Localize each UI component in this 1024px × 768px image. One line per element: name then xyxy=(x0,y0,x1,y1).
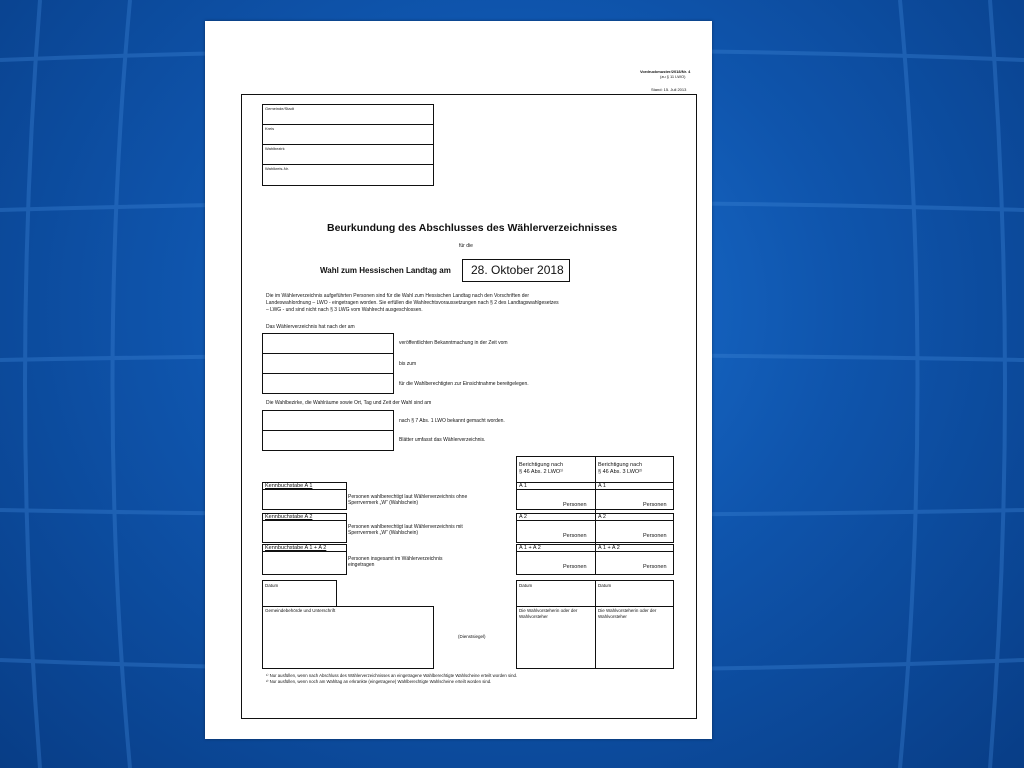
kenn-a1-code-2: A 1 xyxy=(598,483,606,489)
wahlbezirke-label-bekannt: nach § 7 Abs. 1 LWO bekannt gemacht worden. xyxy=(399,418,505,424)
form-title: Beurkundung des Abschlusses des Wählerverzeichnisses xyxy=(327,222,618,234)
gemeinde-signature-box xyxy=(262,606,434,669)
auslage-label-bis: bis zum xyxy=(399,361,417,367)
divider xyxy=(516,489,674,490)
berichtigung-2-line2: § 46 Abs. 3 LWO²⁾ xyxy=(598,469,643,475)
divider xyxy=(516,520,674,521)
fuer-die: für die xyxy=(459,243,473,249)
footnote-2: ²⁾ Nur ausfüllen, wenn noch am Wahltag an erkrankte (eingetragene) Wahlberechtigte Wahlscheine erteilt worden sind. xyxy=(266,679,492,684)
form-ref-line1: Vordruckmuster/2018/Nr. 4 xyxy=(640,69,691,74)
kenn-sum-desc1: Personen insgesamt im Wählerverzeichnis xyxy=(348,556,443,562)
wahl-date: 28. Oktober 2018 xyxy=(471,263,564,277)
field-label-gemeinde: Gemeinde/Stadt xyxy=(265,106,294,111)
divider xyxy=(262,520,347,521)
wahl-label: Wahl zum Hessischen Landtag am xyxy=(320,266,451,275)
kenn-a2-label: Kennbuchstabe A 2 xyxy=(265,514,313,520)
kenn-a1-desc2: Sperrvermerk „W“ (Wahlschein) xyxy=(348,500,419,506)
wahlbezirke-label-blaetter: Blätter umfasst das Wählerverzeichnis. xyxy=(399,437,486,443)
divider xyxy=(262,144,434,145)
auslage-intro: Das Wählerverzeichnis hat nach der am xyxy=(266,324,355,330)
kenn-a2-personen-2: Personen xyxy=(643,533,667,539)
divider xyxy=(262,124,434,125)
kenn-sum-label: Kennbuchstabe A 1 + A 2 xyxy=(265,545,327,551)
wahlvorsteher-2-line1: Die Wahlvorsteherin oder der xyxy=(598,608,657,613)
kenn-a2-personen-1: Personen xyxy=(563,533,587,539)
header-fields-box xyxy=(262,104,434,186)
kenn-a2-desc2: Sperrvermerk „W“ (Wahlschein) xyxy=(348,530,419,536)
wahl-date-box xyxy=(462,259,570,282)
wahlvorsteher-2-line2: Wahlvorsteher xyxy=(598,614,627,619)
auslage-label-einsicht: für die Wahlberechtigten zur Einsichtnahme bereitgelegen. xyxy=(399,381,529,387)
kenn-a1-desc1: Personen wahlberechtigt laut Wählerverzeichnis ohne xyxy=(348,494,468,500)
kenn-sum-personen-1: Personen xyxy=(563,564,587,570)
kenn-a2-desc1: Personen wahlberechtigt laut Wählerverzeichnis mit xyxy=(348,524,463,530)
field-label-wahlkreis: Wahlkreis-Nr. xyxy=(265,166,289,171)
dienstsiegel: (Dienstsiegel) xyxy=(458,634,486,639)
field-label-wahlbezirk: Wahlbezirk xyxy=(265,146,285,151)
wahlbezirke-intro: Die Wahlbezirke, die Wahlräume sowie Ort, Tag und Zeit der Wahl sind am xyxy=(266,400,432,406)
intro-line1: Die im Wählerverzeichnis aufgeführten Personen sind für die Wahl zum Hessischen Landtag nach den Vorschriften der xyxy=(266,293,530,299)
kenn-sum-code-1: A 1 + A 2 xyxy=(519,545,541,551)
kenn-a2-code-1: A 2 xyxy=(519,514,527,520)
auslage-box xyxy=(262,333,394,394)
divider xyxy=(262,373,394,374)
form-page xyxy=(205,21,712,739)
kenn-sum-desc2: eingetragen xyxy=(348,562,375,568)
wahlvorsteher-1-line1: Die Wahlvorsteherin oder der xyxy=(519,608,578,613)
field-label-kreis: Kreis xyxy=(265,126,275,131)
datum-label-right-2: Datum xyxy=(598,583,612,588)
berichtigung-2-line1: Berichtigung nach xyxy=(598,462,643,468)
kenn-sum-code-2: A 1 + A 2 xyxy=(598,545,620,551)
divider xyxy=(262,551,347,552)
kenn-sum-personen-2: Personen xyxy=(643,564,667,570)
kenn-a1-code-1: A 1 xyxy=(519,483,527,489)
kenn-a1-personen-2: Personen xyxy=(643,502,667,508)
divider xyxy=(262,430,394,431)
intro-line3: – LWG - und sind nicht nach § 3 LWG vom Wahlrecht ausgeschlossen. xyxy=(266,307,423,313)
form-ref-stand: Stand: 15. Juli 2013 xyxy=(651,87,687,92)
kenn-a1-label: Kennbuchstabe A 1 xyxy=(265,483,313,489)
kenn-a1-personen-1: Personen xyxy=(563,502,587,508)
footnote-1: ¹⁾ Nur ausfüllen, wenn nach Abschluss des Wählerverzeichnisses an eingetragene Wahlberechtigte Wahlscheine erteilt worden sind. xyxy=(266,673,518,678)
divider xyxy=(516,551,674,552)
divider xyxy=(262,353,394,354)
gemeinde-label: Gemeindebehörde und Unterschrift xyxy=(265,608,336,613)
datum-label-right-1: Datum xyxy=(519,583,533,588)
datum-label-left: Datum xyxy=(265,583,279,588)
divider xyxy=(262,489,347,490)
berichtigung-1-line2: § 46 Abs. 2 LWO¹⁾ xyxy=(519,469,564,475)
kenn-a2-code-2: A 2 xyxy=(598,514,606,520)
intro-line2: Landeswahlordnung – LWO - eingetragen worden. Sie erfüllen die Wahlrechtsvoraussetzungen nach § 2 des Landtagswahlgesetzes xyxy=(266,300,559,306)
form-ref-line2: (zu § 11 LWO) xyxy=(660,74,686,79)
divider xyxy=(262,164,434,165)
berichtigung-1-line1: Berichtigung nach xyxy=(519,462,564,468)
auslage-label-vom: veröffentlichten Bekanntmachung in der Zeit vom xyxy=(399,340,508,346)
wahlvorsteher-1-line2: Wahlvorsteher xyxy=(519,614,548,619)
